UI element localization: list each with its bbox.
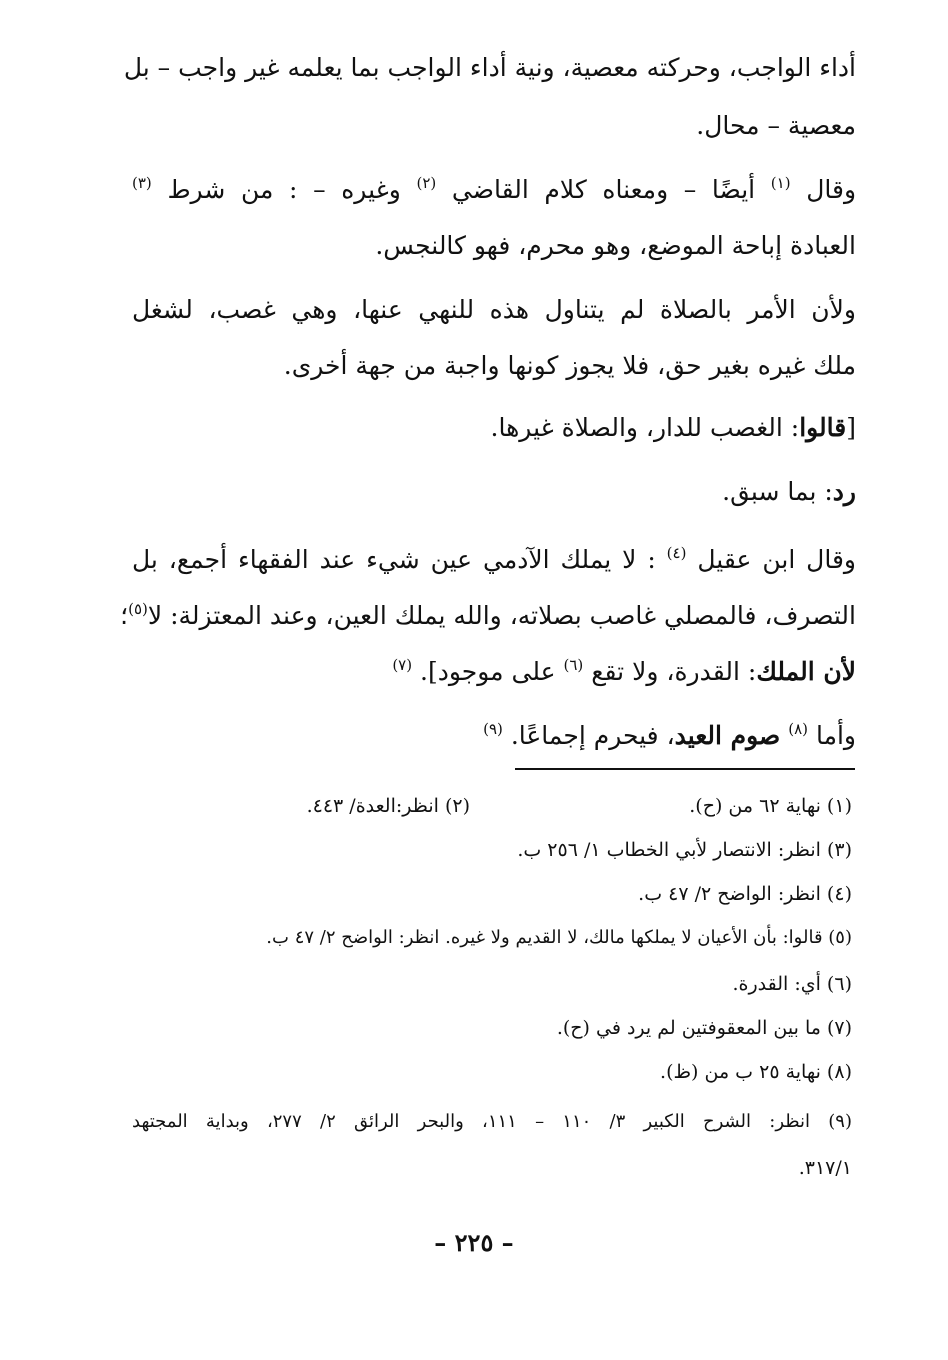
text-run: : لا يملك الآدمي عين شيء عند الفقهاء أجمع، بل — [132, 545, 656, 574]
text-run: وقال ابن عقيل — [697, 545, 856, 574]
text-run: ؛ — [120, 601, 129, 630]
text-run: أيضًا – ومعناه كلام القاضي — [451, 175, 756, 204]
body-line-3 — [132, 170, 856, 212]
body-line-2: معصية – محال. — [696, 111, 856, 140]
text-run: التصرف، فالمصلي غاصب بصلاته، والله يملك العين، وعند المعتزلة: لا — [147, 601, 856, 630]
bracket-open: [ — [846, 413, 856, 442]
footnote-7: (٧) ما بين المعقوفتين لم يرد في (ح). — [556, 1017, 852, 1039]
footnote-marker: (٧) — [392, 656, 413, 674]
text-run: على موجود]. — [420, 657, 556, 686]
bold-term: صوم العيد — [674, 721, 781, 750]
footnote-marker: (٩) — [483, 720, 503, 738]
text-run: : القدرة، ولا تقع — [591, 657, 757, 686]
page-number: – ٢٢٥ – — [434, 1228, 514, 1257]
text-run: ، فيحرم إجماعًا. — [510, 721, 675, 750]
footnote-marker: (٣) — [132, 174, 152, 192]
footnote-marker: (٦) — [563, 656, 584, 674]
body-line-10 — [120, 596, 856, 638]
footnote-3: (٣) انظر: الانتصار لأبي الخطاب ١/ ٢٥٦ ب. — [517, 839, 852, 861]
bold-term: رد — [832, 477, 856, 506]
text-run: : الغصب للدار، والصلاة غيرها. — [490, 413, 800, 442]
bold-term: لأن الملك — [756, 657, 856, 686]
footnote-5: (٥) قالوا: بأن الأعيان لا يملكها مالك، لا القديم ولا غيره. انظر: الواضح ٢/ ٤٧ ب. — [266, 927, 852, 948]
body-line-5: ولأن الأمر بالصلاة لم يتناول هذه للنهي عنها، وهي غصب، لشغل — [132, 295, 856, 324]
body-line-6: ملك غيره بغير حق، فلا يجوز كونها واجبة من جهة أخرى. — [283, 351, 856, 380]
body-line-9 — [132, 540, 856, 582]
footnote-marker: (١) — [770, 174, 791, 192]
text-run: : بما سبق. — [722, 477, 833, 506]
footnote-marker: (٨) — [788, 720, 809, 738]
footnote-8: (٨) نهاية ٢٥ ب من (ظ). — [660, 1061, 852, 1083]
footnote-marker: (٥) — [128, 600, 148, 618]
body-line-7 — [132, 408, 856, 450]
bold-term: قالوا — [799, 413, 847, 442]
footnote-marker: (٤) — [666, 544, 687, 562]
footnote-1: (١) نهاية ٦٢ من (ح). — [689, 795, 852, 817]
body-line-1: أداء الواجب، وحركته معصية، ونية أداء الواجب بما يعلمه غير واجب – بل — [123, 53, 856, 82]
body-line-12 — [132, 716, 856, 758]
body-line-8 — [132, 472, 856, 514]
footnote-2: (٢) انظر:العدة/ ٤٤٣. — [306, 795, 470, 817]
footnote-4: (٤) انظر: الواضح ٢/ ٤٧ ب. — [638, 883, 852, 905]
text-run: وقال — [806, 175, 857, 204]
footnote-9-continued: ٣١٧/١. — [798, 1157, 852, 1179]
body-line-11 — [132, 652, 856, 694]
footnote-6: (٦) أي: القدرة. — [732, 973, 852, 995]
footnote-marker: (٢) — [416, 174, 437, 192]
footnote-separator — [515, 768, 855, 770]
body-line-4: العبادة إباحة الموضع، وهو محرم، فهو كالنجس. — [375, 231, 856, 260]
footnote-9: (٩) انظر: الشرح الكبير ٣/ ١١٠ – ١١١، والبحر الرائق ٢/ ٢٧٧، وبداية المجتهد — [132, 1111, 852, 1132]
text-run: وغيره – : من شرط — [167, 175, 401, 204]
text-run: وأما — [815, 721, 856, 750]
